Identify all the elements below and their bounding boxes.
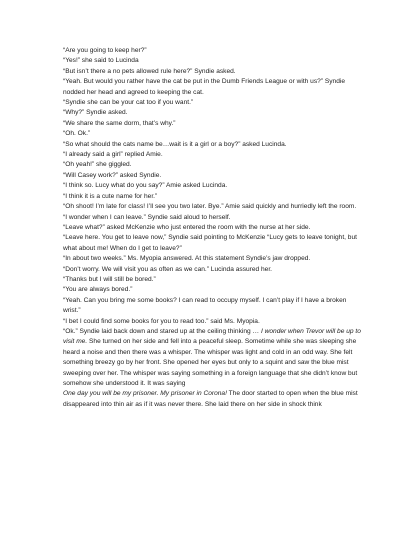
paragraph-text: “Oh. Ok.” <box>63 130 91 138</box>
paragraph-text: “But isn’t there a no pets allowed rule here?” Syndie asked. <box>63 67 236 75</box>
paragraph <box>63 389 361 410</box>
paragraph-text: “I think so. Lucy what do you say?” Amie asked Lucinda. <box>63 182 228 190</box>
paragraph <box>63 265 361 275</box>
paragraph-text: “I think it is a cute name for her.” <box>63 192 158 200</box>
paragraph-text: “Ok.” Syndie laid back down and stared up at the ceiling thinking … <box>63 327 261 335</box>
paragraph-text: “Why?” Syndie asked. <box>63 109 128 117</box>
paragraph <box>63 150 361 160</box>
paragraph-text: “Yes!” she said to Lucinda <box>63 57 139 65</box>
paragraph-text: “Don’t worry. We will visit you as often as we can.” Lucinda assured her. <box>63 265 273 273</box>
paragraph-text: “In about two weeks.” Ms. Myopia answered. At this statement Syndie’s jaw dropped. <box>63 255 311 263</box>
paragraph <box>63 285 361 295</box>
paragraph <box>63 129 361 139</box>
paragraph <box>63 223 361 233</box>
paragraph-text: The door started to open when the blue mist disappeared into thin air as if it was never there. She laid there on her side in shock think <box>63 390 358 408</box>
paragraph-text: “I already said a girl” replied Amie. <box>63 151 163 159</box>
paragraph <box>63 254 361 264</box>
paragraph-text: “Yeah. But would you rather have the cat be put in the Dumb Friends League or with us?” Syndie nodded her head and agreed to keeping the cat. <box>63 78 345 96</box>
paragraph <box>63 192 361 202</box>
paragraph <box>63 275 361 285</box>
paragraph <box>63 202 361 212</box>
paragraph <box>63 296 361 317</box>
paragraph-text: “Oh shoot! I’m late for class! I’ll see you two later. Bye.” Amie said quickly and hurriedly left the room. <box>63 203 357 211</box>
paragraph-text: She turned on her side and fell into a peaceful sleep. Sometime while she was sleeping she heard a noise and then there was a whisper. The whisper was light and cold in an odd way. She felt something breezy go by her front. She opened her eyes but only to a squint and saw the blue mist sweeping over her. The whisper was saying something in a foreign language that she didn’t know but somehow she understood it. It was saying <box>63 338 358 387</box>
paragraph <box>63 77 361 98</box>
paragraph <box>63 140 361 150</box>
paragraph <box>63 160 361 170</box>
paragraph <box>63 233 361 254</box>
story-text <box>63 46 361 410</box>
paragraph <box>63 171 361 181</box>
paragraph <box>63 46 361 56</box>
paragraph-text: “You are always bored.” <box>63 286 133 294</box>
paragraph <box>63 213 361 223</box>
paragraph <box>63 98 361 108</box>
paragraph <box>63 181 361 191</box>
paragraph-text: “Oh yeah!” she giggled. <box>63 161 132 169</box>
paragraph-text: “Leave what?” asked McKenzie who just entered the room with the nurse at her side. <box>63 223 311 231</box>
paragraph-text: “We share the same dorm, that’s why.” <box>63 119 176 127</box>
paragraph-text: “Thanks but I will still be bored.” <box>63 275 156 283</box>
paragraph-text: “Leave here. You get to leave now,” Syndie said pointing to McKenzie “Lucy gets to leave tonight, but what about me! When do I get to leave?” <box>63 234 357 252</box>
paragraph-text: “I wonder when I can leave.” Syndie said aloud to herself. <box>63 213 231 221</box>
italic-text: One day you will be my prisoner. My prisoner in Corona! <box>63 390 227 398</box>
paragraph-text: “Syndie she can be your cat too if you want.” <box>63 99 194 107</box>
paragraph-text: “Will Casey work?” asked Syndie. <box>63 171 162 179</box>
paragraph-text: “I bet I could find some books for you to read too.” said Ms. Myopia. <box>63 317 260 325</box>
paragraph-text: “So what should the cats name be…wait is it a girl or a boy?” asked Lucinda. <box>63 140 287 148</box>
paragraph <box>63 327 361 389</box>
paragraph <box>63 108 361 118</box>
paragraph <box>63 67 361 77</box>
paragraph <box>63 317 361 327</box>
paragraph-text: “Are you going to keep her?” <box>63 47 147 54</box>
paragraph-text: “Yeah. Can you bring me some books? I can read to occupy myself. I can’t play if I have a broken wrist.” <box>63 296 347 315</box>
italic-text: I wonder when Trevor will be up to visit me. <box>63 327 361 346</box>
paragraph <box>63 56 361 66</box>
paragraph <box>63 119 361 129</box>
